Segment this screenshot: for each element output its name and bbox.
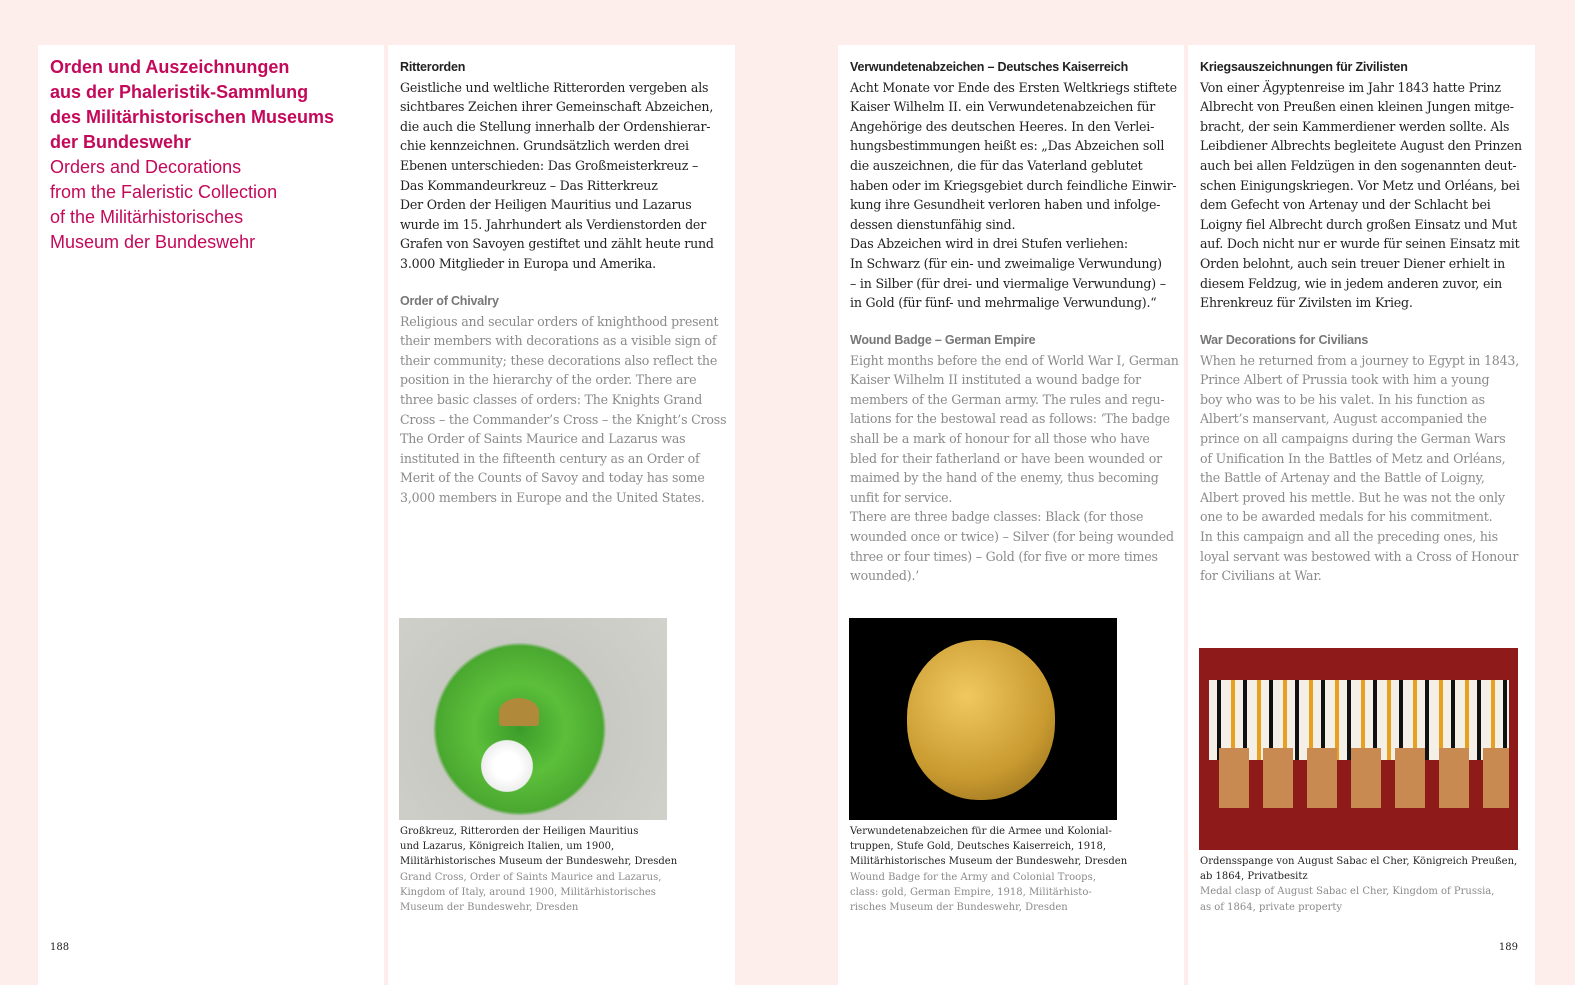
caption-de: Großkreuz, Ritterorden der Heiligen Mauritius und Lazarus, Königreich Italien, um 1900, Militärhistorisches Museum der Bundeswehr, Dresden	[400, 826, 678, 868]
body-en: Eight months before the end of World War I, German Kaiser Wilhelm II instituted a wound badge for members of the German army. The rules and regu- lations for the bestowal read as follows: ‘The badge shall be a mark of honour for all those who have bled for their fatherland or have been wounded or maimed by the hand of the enemy, thus becoming unfit for service. There are three badge classes: Black (for those wounded once or twice) – Silver (for being wounded three or four times) – Gold (for five or more times wounded).’	[850, 352, 1179, 584]
page-number-left: 188	[50, 942, 70, 953]
text-en	[850, 330, 1180, 586]
grand-cross-photo	[399, 618, 667, 820]
column-chivalry	[388, 45, 735, 985]
text-en	[1200, 330, 1530, 586]
caption-en: Grand Cross, Order of Saints Maurice and Lazarus, Kingdom of Italy, around 1900, Militärhistorisches Museum der Bundeswehr, Dresden	[400, 871, 662, 914]
heading-en: War Decorations for Civilians	[1200, 333, 1369, 347]
page-number-right: 189	[1498, 942, 1518, 953]
caption	[850, 824, 1180, 915]
body-de: Acht Monate vor Ende des Ersten Weltkriegs stiftete Kaiser Wilhelm II. ein Verwundetenabzeichen für Angehörige des deutschen Heeres. In den Verlei- hungsbestimmungen heißt es: „Das Abzeichen soll die auszeichnen, die für das Vaterland geblutet haben oder im Kriegsgebiet durch feindliche Einwir- kung ihre Gesundheit verloren haben und infolge- dessen dienstunfähig sind. Das Abzeichen wird in drei Stufen verliehen: In Schwarz (für ein- und zweimalige Verwundung) – in Silber (für drei- und viermalige Verwundung) – in Gold (für fünf- und mehrmalige Verwundung).“	[850, 79, 1177, 311]
heading-de: Ritterorden	[400, 60, 466, 74]
heading-de: Kriegsauszeichnungen für Zivilisten	[1200, 60, 1408, 74]
text-de	[400, 57, 730, 274]
heading-de: Verwundetenabzeichen – Deutsches Kaiserreich	[850, 60, 1129, 74]
column-intro	[38, 45, 384, 985]
text-de	[850, 57, 1180, 313]
heading-en: Wound Badge – German Empire	[850, 333, 1036, 347]
title-de: Orden und Auszeichnungen aus der Phaleristik-Sammlung des Militärhistorischen Museums der Bundeswehr	[50, 57, 335, 152]
caption-en: Medal clasp of August Sabac el Cher, Kingdom of Prussia, as of 1864, private property	[1200, 886, 1495, 913]
caption	[400, 824, 730, 915]
heading-en: Order of Chivalry	[400, 294, 499, 308]
body-de: Geistliche und weltliche Ritterorden vergeben als sichtbares Zeichen ihrer Gemeinschaft Abzeichen, die auch die Stellung innerhalb der Ordenshierar- chie kennzeichnen. Grundsätzlich werden drei Ebenen unterschieden: Das Großmeisterkreuz – Das Kommandeurkreuz – Das Ritterkreuz Der Orden der Heiligen Mauritius und Lazarus wurde im 15. Jahrhundert als Verdienstorden der Grafen von Savoyen gestiftet und zählt heute rund 3.000 Mitglieder in Europa und Amerika.	[400, 79, 714, 271]
page-title	[50, 55, 334, 255]
caption-de: Ordensspange von August Sabac el Cher, Königreich Preußen, ab 1864, Privatbesitz	[1200, 856, 1518, 883]
column-wound-badge	[838, 45, 1184, 985]
body-de: Von einer Ägyptenreise im Jahr 1843 hatte Prinz Albrecht von Preußen einen kleinen Jungen mitge- bracht, der sein Kammerdiener werden sollte. Als Leibdiener Albrechts begleitete August den Prinzen auch bei allen Feldzügen in den sogenannten deut- schen Einigungskriegen. Vor Metz und Orléans, bei dem Gefecht von Artenay und der Schlacht bei Loigny fiel Albrecht durch großen Einsatz und Mut auf. Doch nicht nur er wurde für seinen Einsatz mit Orden belohnt, auch sein treuer Diener erhielt in diesem Feldzug, wie in jedem anderen zuvor, ein Ehrenkreuz für Zivilsten im Krieg.	[1200, 79, 1522, 311]
caption-de: Verwundetenabzeichen für die Armee und Kolonial- truppen, Stufe Gold, Deutsches Kaiserreich, 1918, Militärhistorisches Museum der Bundeswehr, Dresden	[850, 826, 1128, 868]
caption	[1200, 854, 1530, 915]
text-en	[400, 291, 730, 508]
body-en: When he returned from a journey to Egypt in 1843, Prince Albert of Prussia took with him a young boy who was to be his valet. In his function as Albert’s manservant, August accompanied the prince on all campaigns during the German Wars of Unification In the Battles of Metz and Orléans, the Battle of Artenay and the Battle of Loigny, Albert proved his mettle. But he was not the only one to be awarded medals for his commitment. In this campaign and all the preceding ones, his loyal servant was bestowed with a Cross of Honour for Civilians at War.	[1200, 352, 1520, 584]
body-en: Religious and secular orders of knighthood present their members with decorations as a visible sign of their community; these decorations also reflect the position in the hierarchy of the order. There are three basic classes of orders: The Knights Grand Cross – the Commander’s Cross – the Knight’s Cross The Order of Saints Maurice and Lazarus was instituted in the fifteenth century as an Order of Merit of the Counts of Savoy and today has some 3,000 members in Europe and the United States.	[400, 313, 727, 505]
caption-en: Wound Badge for the Army and Colonial Troops, class: gold, German Empire, 1918, Militärhisto- risches Museum der Bundeswehr, Dresden	[850, 871, 1096, 914]
wound-badge-photo	[849, 618, 1117, 820]
medal-clasp-photo	[1199, 648, 1518, 850]
column-civilians	[1188, 45, 1535, 985]
text-de	[1200, 57, 1530, 313]
title-en: Orders and Decorations from the Faleristic Collection of the Militärhistorisches Museum der Bundeswehr	[50, 157, 278, 252]
